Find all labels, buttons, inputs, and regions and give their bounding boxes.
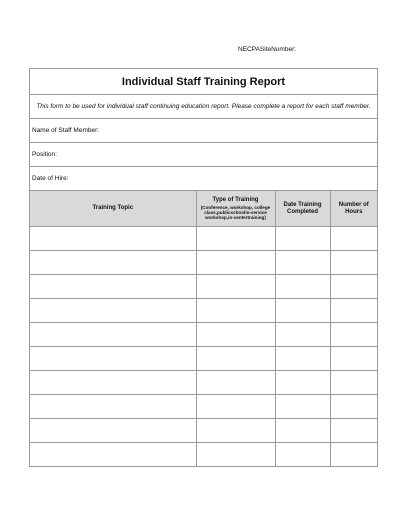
topic-cell[interactable]	[30, 299, 196, 323]
hours-cell[interactable]	[330, 371, 377, 395]
table-row	[30, 419, 377, 443]
table-row	[30, 371, 377, 395]
type-cell[interactable]	[196, 227, 275, 251]
topic-cell[interactable]	[30, 419, 196, 443]
position-field[interactable]	[30, 143, 377, 167]
type-cell[interactable]	[196, 419, 275, 443]
hire-date-field[interactable]	[30, 167, 377, 191]
table-row	[30, 299, 377, 323]
hours-cell[interactable]	[330, 275, 377, 299]
date-cell[interactable]	[275, 443, 330, 467]
hours-cell[interactable]	[330, 251, 377, 275]
topic-cell[interactable]	[30, 395, 196, 419]
hours-cell[interactable]	[330, 347, 377, 371]
topic-cell[interactable]	[30, 323, 196, 347]
date-cell[interactable]	[275, 275, 330, 299]
form-title: Individual Staff Training Report	[30, 69, 377, 95]
form-instructions: This form to be used for individual staff continuing education report. Please complete a report for each staff member.	[30, 95, 377, 119]
col-number-of-hours: Number of Hours	[330, 191, 377, 227]
topic-cell[interactable]	[30, 227, 196, 251]
type-cell[interactable]	[196, 323, 275, 347]
hours-cell[interactable]	[330, 323, 377, 347]
training-report-form	[29, 68, 378, 467]
staff-name-field[interactable]	[30, 119, 377, 143]
hours-cell[interactable]	[330, 299, 377, 323]
table-row	[30, 275, 377, 299]
date-cell[interactable]	[275, 395, 330, 419]
hours-cell[interactable]	[330, 443, 377, 467]
table-row	[30, 227, 377, 251]
topic-cell[interactable]	[30, 371, 196, 395]
type-cell[interactable]	[196, 347, 275, 371]
col-training-topic: Training Topic	[30, 191, 196, 227]
hours-cell[interactable]	[330, 419, 377, 443]
staff-name-label: Name of Staff Member:	[32, 127, 100, 134]
topic-cell[interactable]	[30, 251, 196, 275]
hours-cell[interactable]	[330, 395, 377, 419]
date-cell[interactable]	[275, 251, 330, 275]
position-label: Position:	[32, 151, 57, 158]
table-row	[30, 443, 377, 467]
topic-cell[interactable]	[30, 347, 196, 371]
type-cell[interactable]	[196, 371, 275, 395]
date-cell[interactable]	[275, 227, 330, 251]
date-cell[interactable]	[275, 347, 330, 371]
hours-cell[interactable]	[330, 227, 377, 251]
table-header-row	[30, 191, 377, 227]
col-date-completed: Date Training Completed	[275, 191, 330, 227]
site-number-label: NECPASiteNumber:	[238, 46, 297, 53]
col-type-of-training	[196, 191, 275, 227]
table-row	[30, 251, 377, 275]
col-type-title: Type of Training	[212, 196, 259, 203]
type-cell[interactable]	[196, 299, 275, 323]
type-cell[interactable]	[196, 395, 275, 419]
type-cell[interactable]	[196, 443, 275, 467]
type-cell[interactable]	[196, 251, 275, 275]
table-row	[30, 395, 377, 419]
date-cell[interactable]	[275, 299, 330, 323]
topic-cell[interactable]	[30, 443, 196, 467]
table-row	[30, 347, 377, 371]
hire-date-label: Date of Hire:	[32, 175, 69, 182]
date-cell[interactable]	[275, 371, 330, 395]
col-type-subtitle: (Conference, workshop, college class,publicschoolin-service workshop,in-centertraining)	[200, 204, 271, 221]
topic-cell[interactable]	[30, 275, 196, 299]
type-cell[interactable]	[196, 275, 275, 299]
training-table	[30, 191, 377, 466]
table-row	[30, 323, 377, 347]
date-cell[interactable]	[275, 419, 330, 443]
date-cell[interactable]	[275, 323, 330, 347]
